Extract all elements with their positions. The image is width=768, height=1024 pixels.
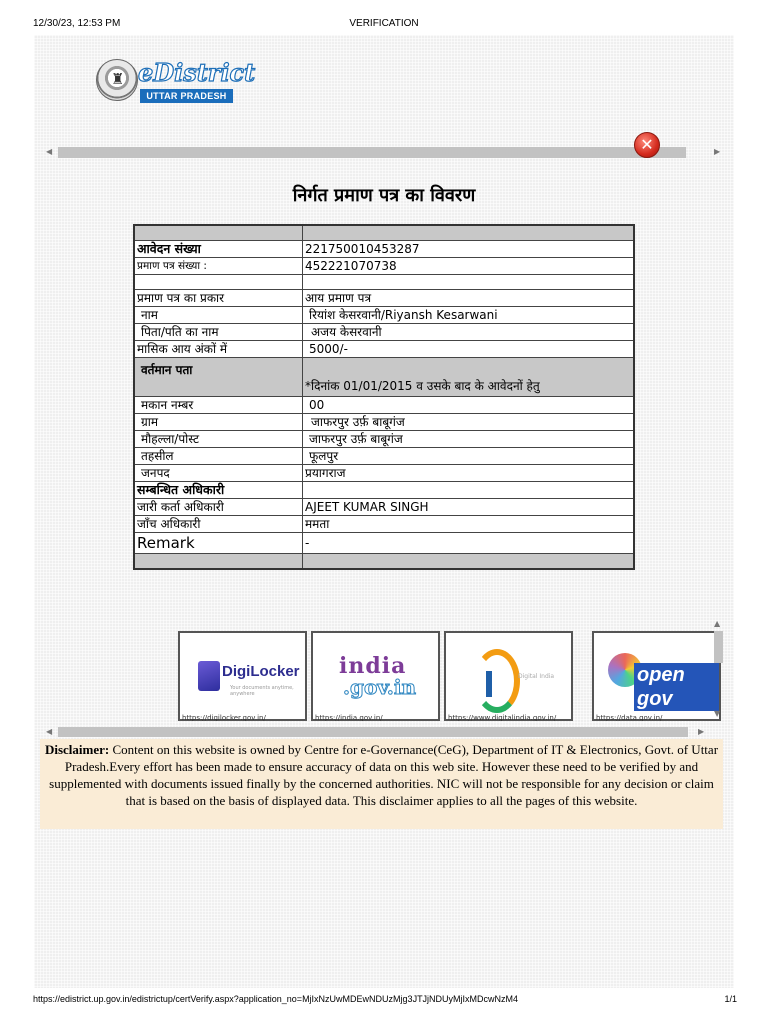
certificate-type-value: आय प्रमाण पत्र (303, 290, 635, 307)
up-emblem-icon: ♜ (96, 59, 138, 101)
certificate-no-label: प्रमाण पत्र संख्या : (134, 258, 303, 275)
current-address-label: वर्तमान पता (134, 358, 303, 397)
scroll-right-icon[interactable]: ▶ (714, 147, 721, 156)
name-label: नाम (134, 307, 303, 324)
scroll-left-icon[interactable]: ◀ (46, 147, 53, 156)
disclaimer-text: Content on this website is owned by Centre for e-Governance(CeG), Department of IT & Electronics, Govt. of Uttar Pradesh.Every effort has been made to ensure accuracy of data on this web site. However these need to be verified by and supplemented with documents issued finally by the concerned authorities. NIC will not be responsible for any decision or claim that is based on the basis of displayed data. This disclaimer applies to all the pages of this website. (49, 742, 719, 808)
table-row (134, 290, 634, 307)
village-label: ग्राम (134, 414, 303, 431)
disclaimer (40, 739, 723, 829)
table-row (134, 258, 634, 275)
print-footer (0, 990, 768, 1020)
scrollbar-thumb[interactable] (58, 147, 686, 158)
table-row (134, 324, 634, 341)
table-row (134, 341, 634, 358)
page-number: 1/1 (724, 994, 737, 1004)
mohalla-value: जाफरपुर उर्फ़ बाबूगंज (303, 431, 635, 448)
certificate-type-label: प्रमाण पत्र का प्रकार (134, 290, 303, 307)
table-row (134, 358, 634, 397)
scroll-up-icon[interactable]: ▲ (714, 619, 721, 628)
table-row (134, 397, 634, 414)
village-value: जाफरपुर उर्फ़ बाबूगंज (303, 414, 635, 431)
scrollbar-thumb[interactable] (58, 727, 688, 737)
digilocker-link[interactable] (178, 631, 307, 721)
scroll-down-icon[interactable]: ▼ (714, 709, 721, 718)
page-title: निर्गत प्रमाण पत्र का विवरण (292, 185, 476, 206)
vertical-scrollbar[interactable] (711, 619, 725, 724)
remark-label: Remark (134, 533, 303, 554)
certificate-no-value: 452221070738 (303, 258, 635, 275)
page-content (34, 35, 734, 988)
logo-name: eDistrict (138, 58, 256, 87)
india-gov-link[interactable] (311, 631, 440, 721)
page-url: https://edistrict.up.gov.in/edistrictup/certVerify.aspx?application_no=MjIxNzUwMDEwNDUzMjg3JTJjNDUyMjIxMDcwNzM4 (33, 994, 519, 1004)
digilocker-tagline: Your documents anytime, anywhere (230, 685, 294, 697)
officers-label: सम्बन्धित अधिकारी (134, 482, 303, 499)
table-row (134, 431, 634, 448)
name-value: रियांश केसरवानी/Riyansh Kesarwani (303, 307, 635, 324)
inspector-value: ममता (303, 516, 635, 533)
father-name-value: अजय केसरवानी (303, 324, 635, 341)
print-title: VERIFICATION (349, 18, 419, 29)
address-note: *दिनांक 01/01/2015 व उसके बाद के आवेदनों हेतु (303, 358, 635, 397)
issuer-value: AJEET KUMAR SINGH (303, 499, 635, 516)
table-row (134, 516, 634, 533)
india-gov-url[interactable]: https://india.gov.in/ (315, 714, 383, 721)
digital-india-link[interactable] (444, 631, 573, 721)
tehsil-value: फूलपुर (303, 448, 635, 465)
father-name-label: पिता/पति का नाम (134, 324, 303, 341)
digital-india-icon-bar (486, 671, 492, 697)
partner-logos-frame (174, 619, 724, 721)
table-row (134, 499, 634, 516)
edistrict-logo[interactable] (96, 57, 256, 111)
disclaimer-label: Disclaimer: (44, 742, 110, 757)
remark-value: - (303, 533, 635, 554)
open-gov-url[interactable]: https://data.gov.in/ (596, 714, 663, 721)
application-no-label: आवेदन संख्या (134, 241, 303, 258)
certificate-table (133, 224, 635, 570)
inspector-label: जाँच अधिकारी (134, 516, 303, 533)
table-row (134, 465, 634, 482)
open-gov-name: open gov (634, 663, 719, 711)
table-row (134, 225, 634, 241)
digilocker-icon (198, 661, 220, 691)
issuer-label: जारी कर्ता अधिकारी (134, 499, 303, 516)
table-row (134, 448, 634, 465)
table-row (134, 482, 634, 499)
house-no-value: 00 (303, 397, 635, 414)
table-row (134, 307, 634, 324)
monthly-income-label: मासिक आय अंकों में (134, 341, 303, 358)
india-gov-name: india (339, 653, 407, 679)
table-row (134, 414, 634, 431)
scrollbar-thumb[interactable] (714, 631, 723, 663)
horizontal-scrollbar-partners[interactable] (42, 726, 712, 738)
table-row (134, 241, 634, 258)
application-no-value: 221750010453287 (303, 241, 635, 258)
open-gov-link[interactable] (592, 631, 721, 721)
print-header (0, 0, 768, 34)
close-icon[interactable]: ✕ (634, 132, 660, 158)
table-row (134, 533, 634, 554)
scroll-left-icon[interactable]: ◀ (46, 727, 53, 736)
print-date: 12/30/23, 12:53 PM (33, 18, 121, 29)
table-row (134, 554, 634, 570)
table-row (134, 275, 634, 290)
house-no-label: मकान नम्बर (134, 397, 303, 414)
digilocker-url[interactable]: https://digilocker.gov.in/ (182, 714, 266, 721)
tehsil-label: तहसील (134, 448, 303, 465)
mohalla-label: मौहल्ला/पोस्ट (134, 431, 303, 448)
digital-india-url[interactable]: https://www.digitalindia.gov.in/ (448, 714, 557, 721)
horizontal-scrollbar-top[interactable] (42, 145, 724, 159)
digilocker-name: DigiLocker (222, 663, 300, 680)
monthly-income-value: 5000/- (303, 341, 635, 358)
district-label: जनपद (134, 465, 303, 482)
scroll-right-icon[interactable]: ▶ (698, 727, 705, 736)
district-value: प्रयागराज (303, 465, 635, 482)
digital-india-name: Digital India (518, 673, 555, 680)
india-gov-sub: .gov.in (343, 675, 416, 699)
logo-region: UTTAR PRADESH (140, 89, 233, 103)
digital-india-icon (474, 649, 520, 713)
